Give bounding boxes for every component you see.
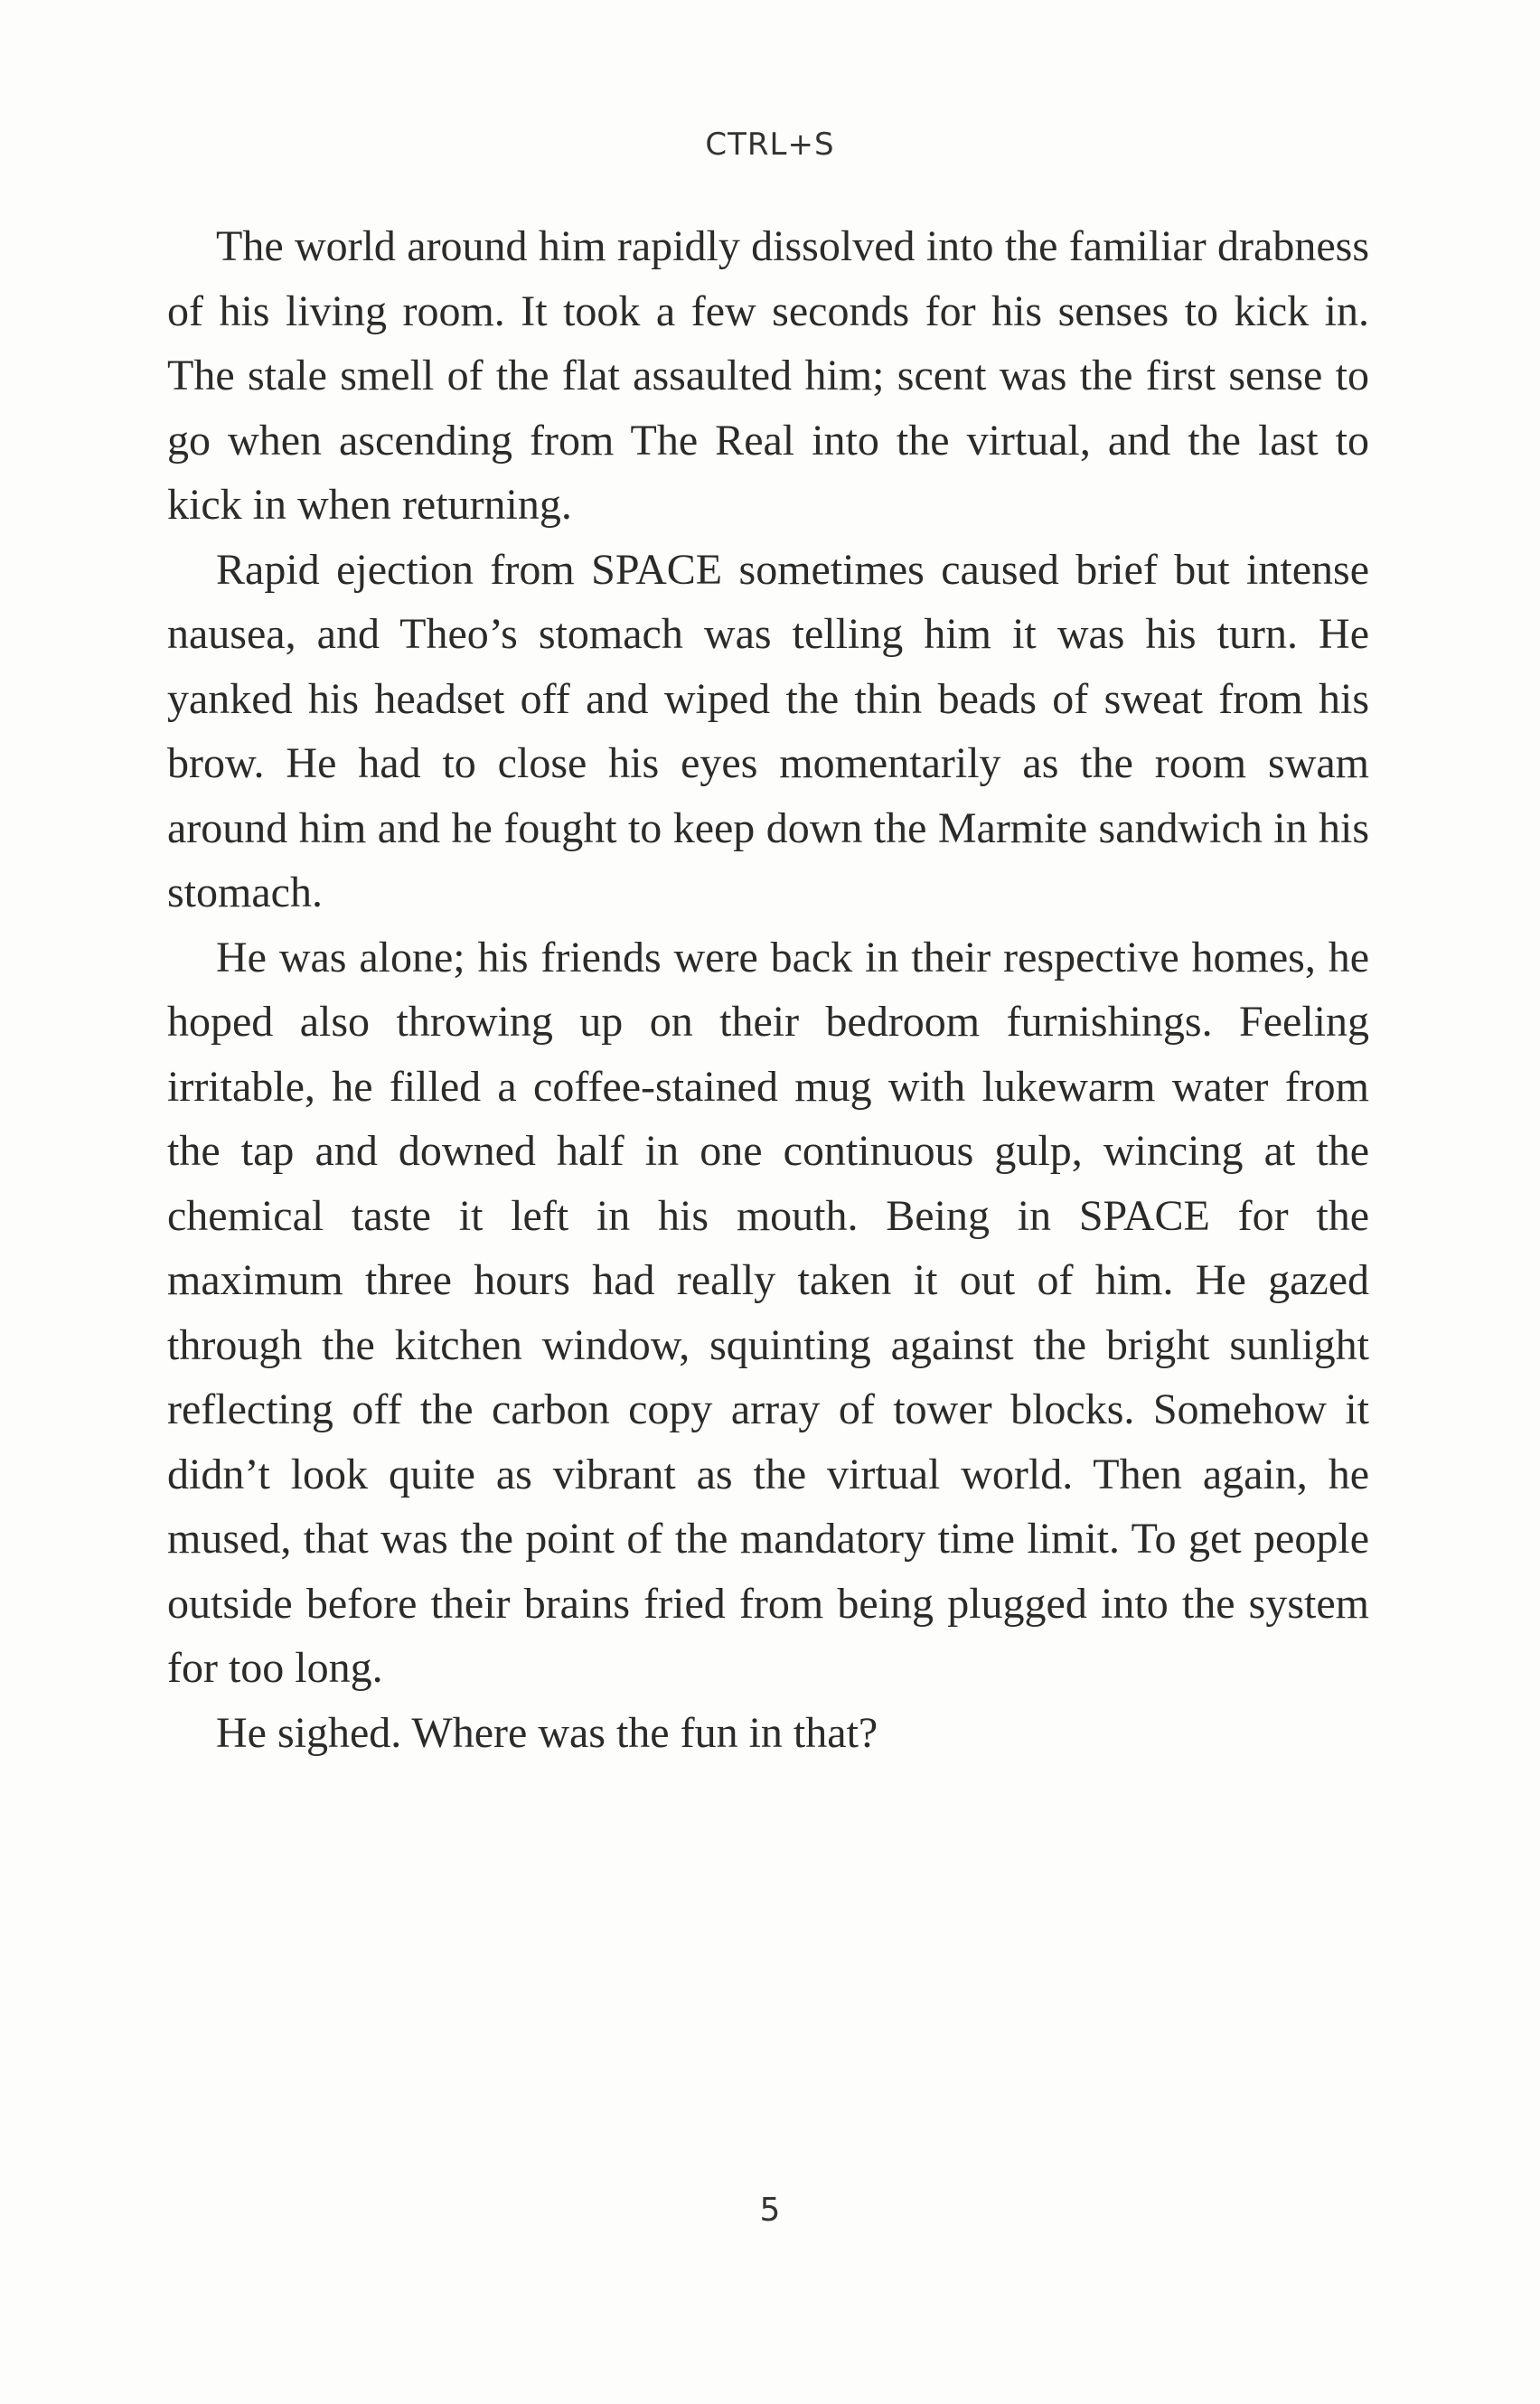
paragraph-1: The world around him rapidly dissolved into the familiar drabness of his living room. It took a few seconds for his senses to kick in. The stale smell of the flat assaulted him; scent was the first sense to go when ascending from The Real into the virtual, and the last to kick in when returning. <box>167 222 1369 529</box>
paragraph-3: He was alone; his friends were back in their respective homes, he hoped also throwing up on their bedroom furnishings. Feeling irritable, he filled a coffee-stained mug with lukewarm water from the tap and downed half in one continuous gulp, wincing at the chemical taste it left in his mouth. Being in SPACE for the maximum three hours had really taken it out of him. He gazed through the kitchen window, squinting against the bright sunlight reflecting off the carbon copy array of tower blocks. Somehow it didn’t look quite as vibrant as the virtual world. Then again, he mused, that was the point of the mandatory time limit. To get people outside before their brains fried from being plugged into the system for too long. <box>167 933 1369 1692</box>
paragraph-4: He sighed. Where was the fun in that? <box>216 1708 878 1757</box>
running-head: CTRL+S <box>705 127 835 163</box>
body-text <box>167 214 1369 1765</box>
paragraph-2: Rapid ejection from SPACE sometimes caused brief but intense nausea, and Theo’s stomach was telling him it was his turn. He yanked his headset off and wiped the thin beads of sweat from his brow. He had to close his eyes momentarily as the room swam around him and he fought to keep down the Marmite sandwich in his stomach. <box>167 545 1369 916</box>
page-number: 5 <box>759 2192 781 2229</box>
